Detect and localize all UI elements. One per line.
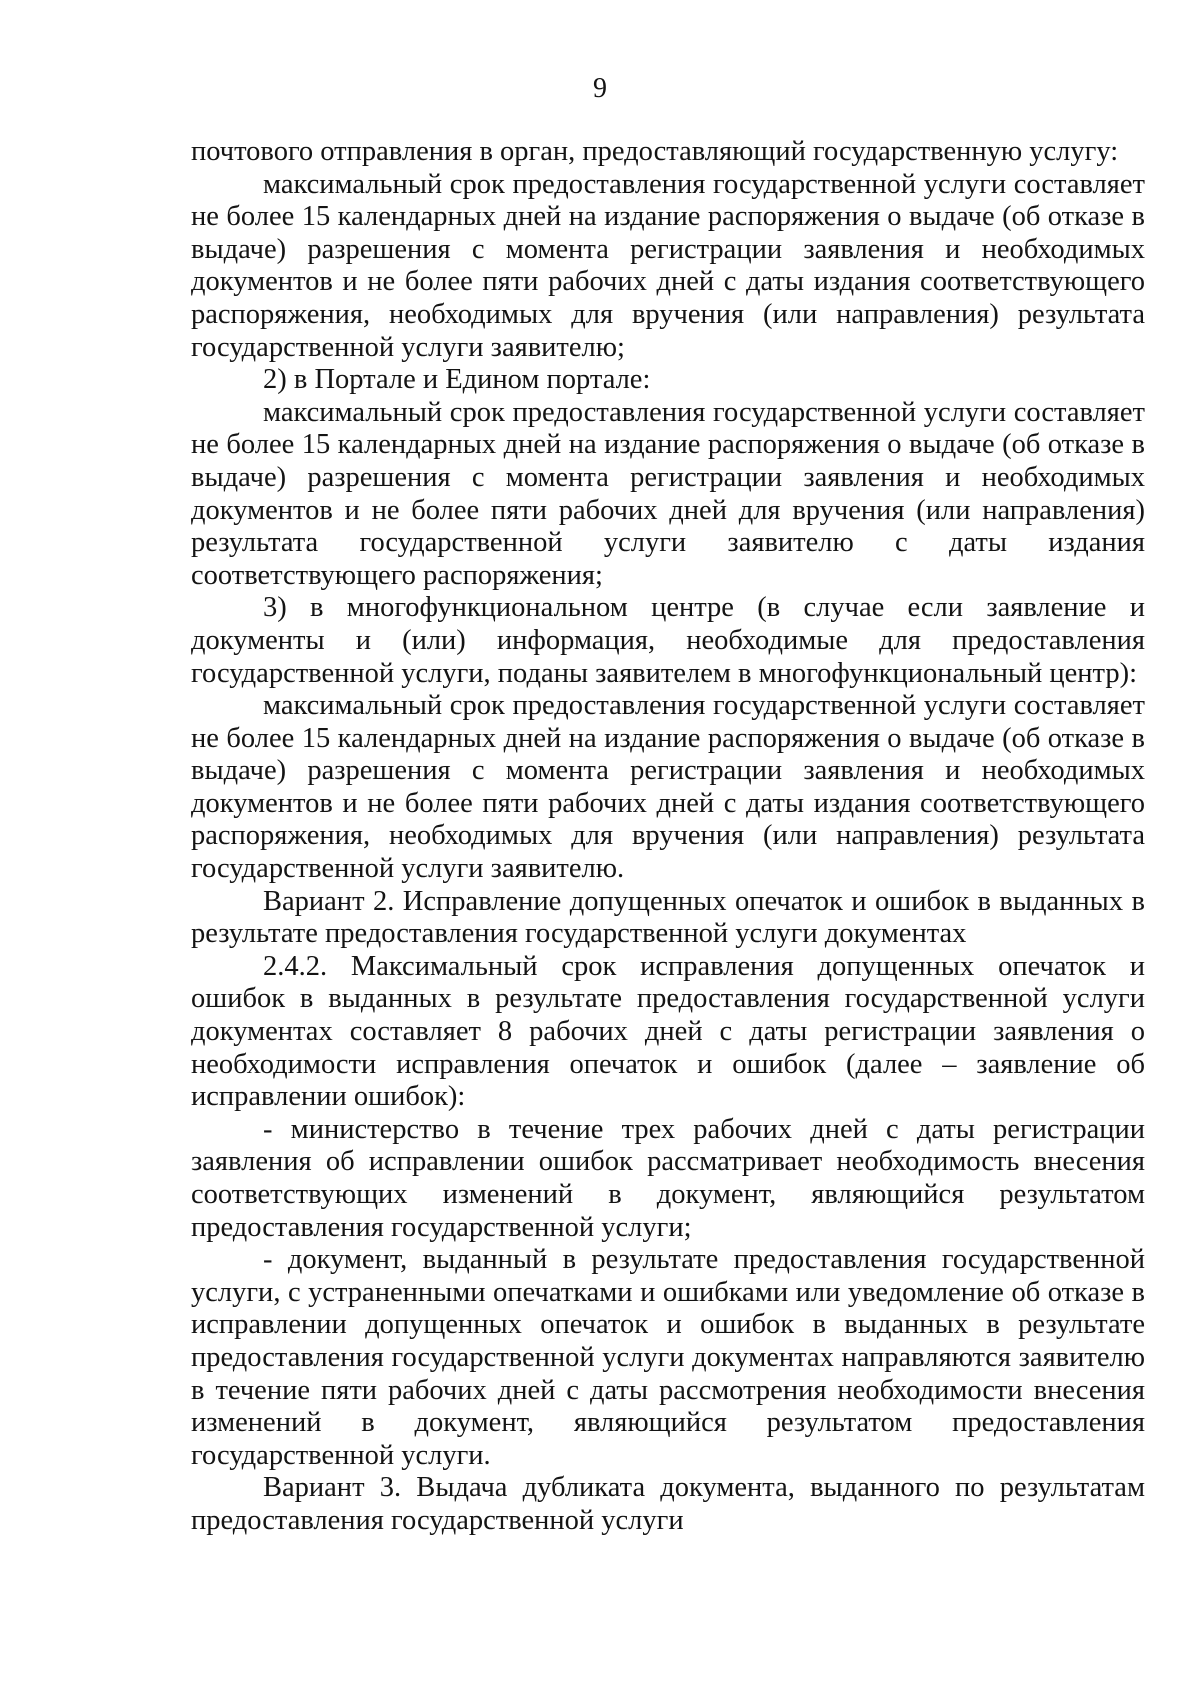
paragraph: - документ, выданный в результате предоставления государственной услуги, с устраненными опечатками и ошибками или уведомление об отказе в исправлении допущенных опечаток и ошибок в выданных в результате предоставления государственной услуги документах направляются заявителю в течение пяти рабочих дней с даты рассмотрения необходимости внесения изменений в документ, являющийся результатом предоставления государственной услуги.: [191, 1244, 1145, 1471]
paragraph: 2.4.2. Максимальный срок исправления допущенных опечаток и ошибок в выданных в результате предоставления государственной услуги документах составляет 8 рабочих дней с даты регистрации заявления о необходимости исправления опечаток и ошибок (далее – заявление об исправлении ошибок):: [191, 950, 1145, 1113]
document-body: [191, 136, 1145, 1538]
paragraph: Вариант 2. Исправление допущенных опечаток и ошибок в выданных в результате предоставления государственной услуги документах: [191, 885, 1145, 950]
paragraph: максимальный срок предоставления государственной услуги составляет не более 15 календарных дней на издание распоряжения о выдаче (об отказе в выдаче) разрешения с момента регистрации заявления и необходимых документов и не более пяти рабочих дней с даты издания соответствующего распоряжения, необходимых для вручения (или направления) результата государственной услуги заявителю.: [191, 690, 1145, 885]
paragraph: почтового отправления в орган, предоставляющий государственную услугу:: [191, 136, 1119, 167]
paragraph: максимальный срок предоставления государственной услуги составляет не более 15 календарных дней на издание распоряжения о выдаче (об отказе в выдаче) разрешения с момента регистрации заявления и необходимых документов и не более пяти рабочих дней для вручения (или направления) результата государственной услуги заявителю с даты издания соответствующего распоряжения;: [191, 396, 1145, 591]
paragraph: Вариант 3. Выдача дубликата документа, выданного по результатам предоставления государственной услуги: [191, 1472, 1145, 1536]
paragraph: - министерство в течение трех рабочих дней с даты регистрации заявления об исправлении ошибок рассматривает необходимость внесения соответствующих изменений в документ, являющийся результатом предоставления государственной услуги;: [191, 1113, 1145, 1243]
paragraph: максимальный срок предоставления государственной услуги составляет не более 15 календарных дней на издание распоряжения о выдаче (об отказе в выдаче) разрешения с момента регистрации заявления и необходимых документов и не более пяти рабочих дней с даты издания соответствующего распоряжения, необходимых для вручения (или направления) результата государственной услуги заявителю;: [191, 168, 1145, 363]
paragraph: 2) в Портале и Едином портале:: [263, 364, 651, 396]
paragraph: 3) в многофункциональном центре (в случае если заявление и документы и (или) информация, необходимые для предоставления государственной услуги, поданы заявителем в многофункциональный центр):: [191, 592, 1145, 689]
page-number: 9: [593, 73, 607, 104]
